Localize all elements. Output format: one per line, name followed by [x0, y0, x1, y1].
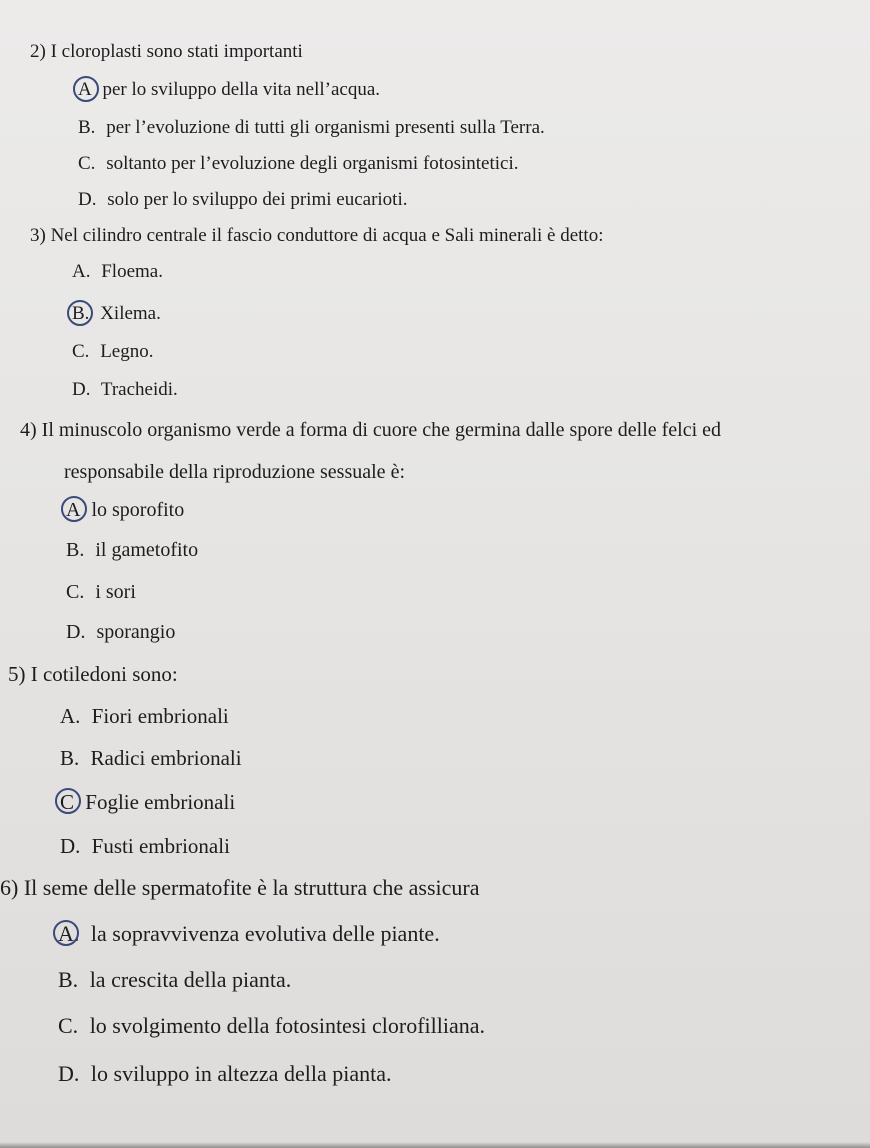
option-letter-c: C.: [66, 581, 85, 603]
question-6-option-c: [58, 1014, 485, 1038]
option-text: lo sporofito: [91, 499, 185, 521]
option-text: sporangio: [96, 621, 176, 643]
question-3-option-b: [72, 302, 161, 326]
option-text: lo svolgimento della fotosintesi clorofilliana.: [89, 1013, 485, 1038]
option-letter-c: C: [60, 790, 75, 814]
option-text: Tracheidi.: [100, 379, 178, 400]
option-text: Foglie embrionali: [85, 790, 236, 814]
option-letter-d: D.: [66, 621, 86, 643]
option-letter-b: B.: [72, 303, 90, 324]
question-6-option-a: [58, 922, 440, 946]
question-3-stem: 3) Nel cilindro centrale il fascio conduttore di acqua e Sali minerali è detto:: [30, 225, 604, 246]
option-text: Xilema.: [100, 303, 161, 324]
option-letter-b: B.: [78, 117, 96, 138]
option-letter-c: C.: [78, 153, 96, 174]
question-5-stem: 5) I cotiledoni sono:: [8, 662, 178, 686]
option-letter-a: A.: [58, 921, 80, 946]
option-text: Fiori embrionali: [91, 704, 229, 728]
question-5-option-c: [60, 790, 235, 814]
question-5-option-a: [60, 704, 229, 728]
question-4-option-c: [66, 580, 136, 604]
question-5-option-d: [60, 834, 230, 858]
question-6-option-b: [58, 968, 291, 992]
question-2-option-b: [78, 116, 545, 140]
question-4-option-b: [66, 538, 198, 562]
option-text: solo per lo sviluppo dei primi eucarioti.: [107, 189, 408, 210]
option-text: i sori: [95, 581, 136, 603]
option-text: Radici embrionali: [90, 746, 242, 770]
option-letter-b: B.: [58, 967, 79, 992]
question-5-option-b: [60, 746, 242, 770]
option-letter-d: D.: [78, 189, 97, 210]
option-text: la crescita della pianta.: [89, 967, 292, 992]
question-2-stem: 2) I cloroplasti sono stati importanti: [30, 41, 303, 62]
question-4-stem-line-2: responsabile della riproduzione sessuale è:: [64, 461, 405, 483]
question-4-option-a: [66, 498, 184, 522]
question-6-stem: 6) Il seme delle spermatofite è la struttura che assicura: [0, 875, 480, 900]
question-2-option-a: [78, 78, 380, 102]
option-letter-a: A.: [72, 261, 91, 282]
question-4-stem: 4) Il minuscolo organismo verde a forma di cuore che germina dalle spore delle felci ed: [20, 419, 722, 441]
question-3-option-c: [72, 340, 153, 364]
question-4-option-d: [66, 620, 175, 644]
option-text: soltanto per l’evoluzione degli organismi fotosintetici.: [106, 153, 519, 174]
option-text: Floema.: [101, 261, 163, 282]
option-text: la sopravvivenza evolutiva delle piante.: [90, 921, 440, 946]
option-text: Fusti embrionali: [91, 834, 230, 858]
question-2-option-d: [78, 188, 408, 212]
option-letter-d: D.: [60, 834, 81, 858]
question-2-option-c: [78, 152, 518, 176]
option-letter-a: A: [66, 499, 81, 521]
option-letter-d: D.: [58, 1061, 80, 1086]
question-3-option-a: [72, 260, 163, 284]
option-letter-c: C.: [58, 1013, 79, 1038]
option-letter-a: A: [78, 79, 92, 100]
option-letter-b: B.: [60, 746, 80, 770]
option-letter-a: A.: [60, 704, 81, 728]
option-text: per l’evoluzione di tutti gli organismi presenti sulla Terra.: [106, 117, 545, 138]
question-6-option-d: [58, 1062, 391, 1086]
option-text: lo sviluppo in altezza della pianta.: [90, 1061, 392, 1086]
option-letter-c: C.: [72, 341, 90, 362]
page-bottom-shadow: [0, 1142, 870, 1148]
option-text: il gametofito: [95, 539, 199, 561]
option-letter-b: B.: [66, 539, 85, 561]
question-3-option-d: [72, 378, 178, 402]
option-letter-d: D.: [72, 379, 91, 400]
option-text: Legno.: [100, 341, 154, 362]
option-text: per lo sviluppo della vita nell’acqua.: [102, 79, 381, 100]
